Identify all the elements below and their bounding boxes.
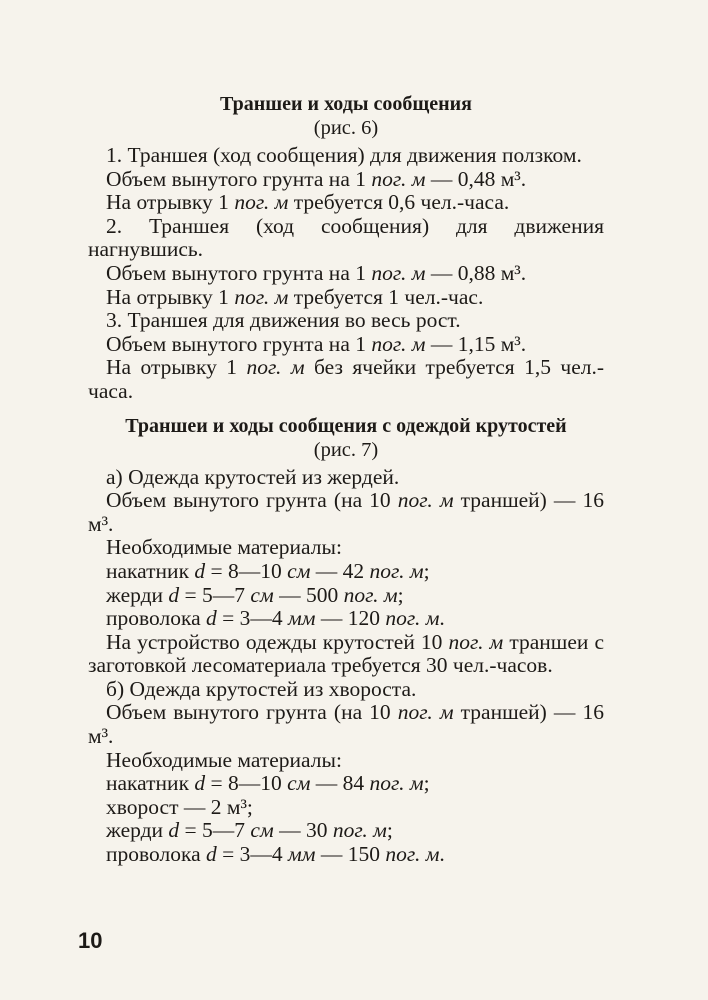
material-item: проволока d = 3—4 мм — 150 пог. м. — [106, 842, 445, 867]
text-line: На отрывку 1 пог. м без ячейки требуется 1,5 чел.-часа. — [88, 355, 604, 403]
part-b-heading: б) Одежда крутостей из хвороста. — [106, 676, 417, 701]
material-item: накатник d = 8—10 см — 42 пог. м; — [106, 558, 430, 583]
section2-subtitle: (рис. 7) — [313, 438, 379, 461]
part-a-labor: На устройство одежды крутостей 10 пог. м траншеи с заготовкой лесоматериала требуется 30 чел.-часов. — [88, 629, 605, 678]
material-item: хворост — 2 м³; — [106, 794, 253, 819]
section1-subtitle: (рис. 6) — [313, 117, 379, 139]
text-line: Объем вынутого грунта на 1 пог. м — 0,88 м³. — [106, 260, 527, 285]
text-line: На отрывку 1 пог. м требуется 0,6 чел.-часа. — [106, 190, 510, 215]
text-line: На отрывку 1 пог. м требуется 1 чел.-час. — [106, 284, 484, 309]
section1-title: Траншеи и ходы сообщения — [220, 93, 472, 115]
part-a-volume: Объем вынутого грунта (на 10 пог. м траншей) — 16 м³. — [88, 488, 604, 536]
section2-title: Траншеи и ходы сообщения с одеждой крутостей — [125, 414, 567, 437]
material-item: проволока d = 3—4 мм — 120 пог. м. — [106, 606, 445, 631]
part-b-materials-label: Необходимые материалы: — [106, 747, 342, 772]
material-item: накатник d = 8—10 см — 84 пог. м; — [106, 771, 430, 796]
text-line: Объем вынутого грунта на 1 пог. м — 1,15 м³. — [106, 331, 527, 356]
part-b-volume: Объем вынутого грунта (на 10 пог. м траншей) — 16 м³. — [88, 700, 604, 749]
text-line: 2. Траншея (ход сообщения) для движения нагнувшись. — [88, 213, 604, 262]
text-line: 1. Траншея (ход сообщения) для движения ползком. — [106, 143, 582, 167]
part-a-materials-label: Необходимые материалы: — [106, 535, 342, 560]
page-number: 10 — [78, 928, 103, 953]
text-line: Объем вынутого грунта на 1 пог. м — 0,48 м³. — [106, 166, 527, 191]
material-item: жерди d = 5—7 см — 30 пог. м; — [106, 818, 393, 843]
material-item: жерди d = 5—7 см — 500 пог. м; — [106, 582, 404, 607]
page-content — [88, 92, 604, 867]
text-line: 3. Траншея для движения во весь рост. — [106, 308, 461, 333]
part-a-heading: а) Одежда крутостей из жердей. — [106, 464, 400, 489]
